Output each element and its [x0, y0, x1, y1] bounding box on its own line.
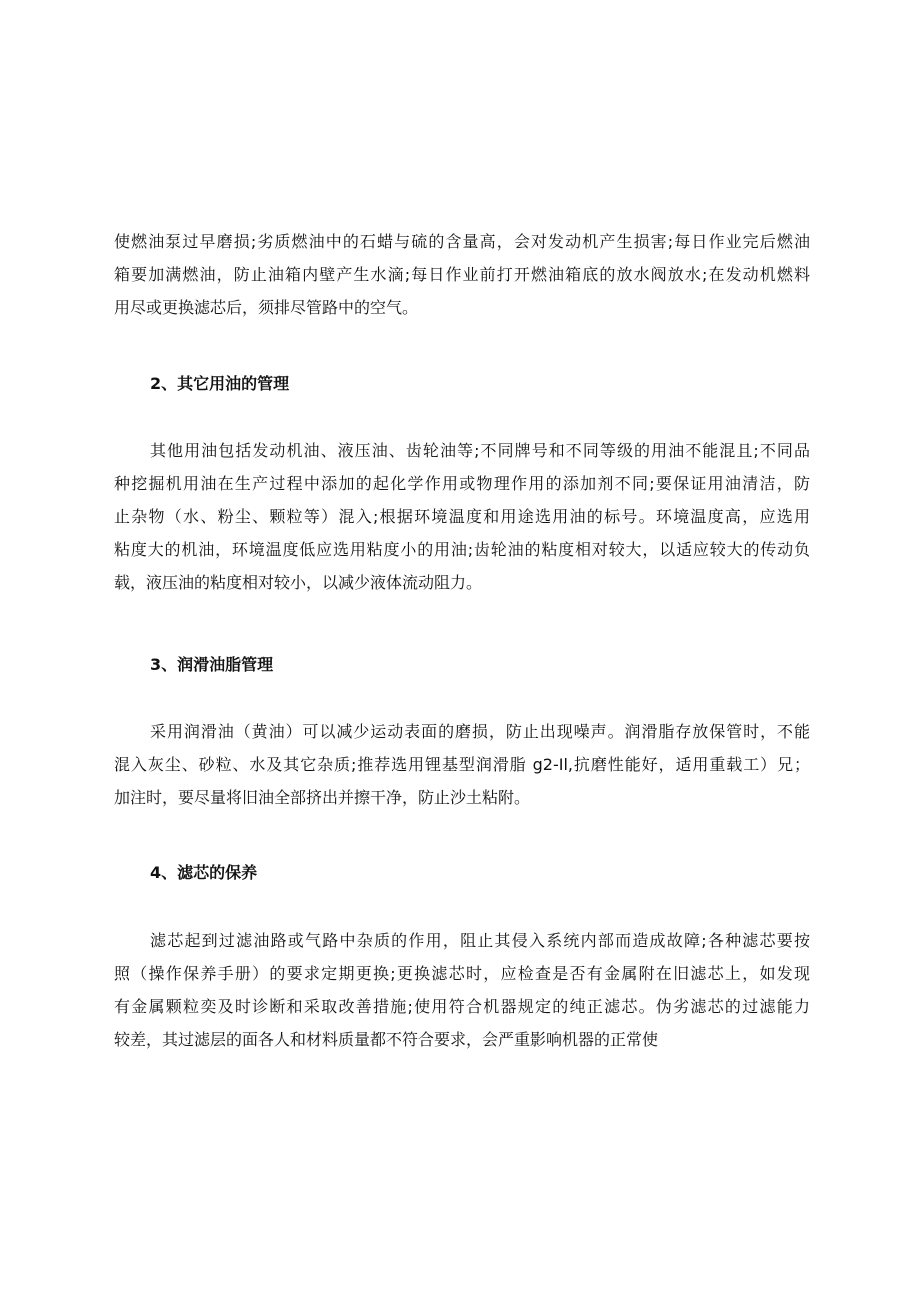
paragraph-fuel-continued: [114, 225, 810, 324]
text-line: 种挖掘机用油在生产过程中添加的起化学作用或物理作用的添加剂不同;要保证用油清洁，防: [114, 474, 810, 493]
section-heading-grease: 3、润滑油脂管理: [150, 655, 274, 674]
paragraph-grease: [114, 715, 810, 814]
text-line: 载，液压油的粘度相对较小，以减少液体流动阻力。: [114, 573, 483, 592]
text-line: 用尽或更换滤芯后，须排尽管路中的空气。: [114, 298, 419, 317]
text-line: 有金属颗粒奕及时诊断和采取改善措施;使用符合机器规定的纯正滤芯。伪劣滤芯的过滤能力: [114, 997, 810, 1016]
text-line: 采用润滑油（黄油）可以减少运动表面的磨损，防止出现噪声。润滑脂存放保管时，不能: [150, 722, 810, 741]
text-line: 使燃油泵过早磨损;劣质燃油中的石蜡与硫的含量高，会对发动机产生损害;每日作业完后燃油: [114, 232, 810, 251]
text-line: 加注时，要尽量将旧油全部挤出并擦干净，防止沙土粘附。: [114, 788, 531, 807]
section-heading-filter: 4、滤芯的保养: [150, 863, 258, 882]
text-line: 滤芯起到过滤油路或气路中杂质的作用，阻止其侵入系统内部而造成故障;各种滤芯要按: [150, 931, 810, 950]
section-heading-other-oils: 2、其它用油的管理: [150, 374, 290, 393]
text-line: 粘度大的机油，环境温度低应选用粘度小的用油;齿轮油的粘度相对较大，以适应较大的传动负: [114, 540, 810, 559]
text-line: 混入灰尘、砂粒、水及其它杂质;推荐选用锂基型润滑脂 g2-Il,抗磨性能好，适用重载工）兄；: [114, 755, 810, 774]
paragraph-other-oils: [114, 434, 810, 599]
text-line: 箱要加满燃油，防止油箱内壁产生水滴;每日作业前打开燃油箱底的放水阀放水;在发动机燃料: [114, 265, 810, 284]
text-line: 其他用油包括发动机油、液压油、齿轮油等;不同牌号和不同等级的用油不能混且;不同品: [150, 441, 810, 460]
text-line: 止杂物（水、粉尘、颗粒等）混入;根据环境温度和用途选用油的标号。环境温度高，应选用: [114, 507, 810, 526]
text-line: 照（操作保养手册）的要求定期更换;更换滤芯时，应检查是否有金属附在旧滤芯上，如发现: [114, 964, 810, 983]
paragraph-filter: [114, 924, 810, 1056]
text-line: 较差，其过滤层的面各人和材料质量都不符合要求，会严重影响机器的正常使: [114, 1030, 659, 1049]
